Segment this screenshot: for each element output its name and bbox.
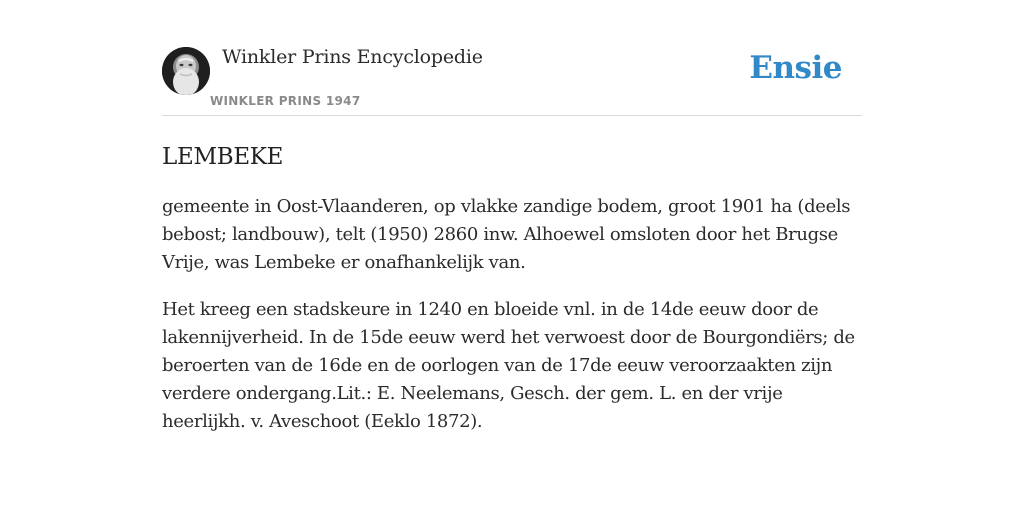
page [162, 0, 862, 436]
article-paragraph-1: gemeente in Oost-Vlaanderen, op vlakke zandige bodem, groot 1901 ha (deels bebost; landbouw), telt (1950) 2860 inw. Alhoewel omsloten door het Brugse Vrije, was Lembeke er onafhankelijk van. [162, 196, 851, 273]
article-title: LEMBEKE [162, 144, 284, 170]
header [162, 0, 862, 116]
ensie-logo[interactable]: Ensie [749, 50, 842, 86]
portrait-icon [162, 47, 210, 95]
article-paragraph-2: Het kreeg een stadskeure in 1240 en bloeide vnl. in de 14de eeuw door de lakennijverheid. In de 15de eeuw werd het verwoest door de Bourgondiërs; de beroerten van de 16de en de oorlogen van de 17de eeuw veroorzaakten zijn verdere ondergang.Lit.: E. Neelemans, Gesch. der gem. L. en der vrije heerlijkh. v. Aveschoot (Eeklo 1872). [162, 299, 855, 432]
avatar[interactable] [162, 47, 210, 95]
article [162, 142, 862, 436]
source-label[interactable]: WINKLER PRINS 1947 [210, 94, 361, 108]
site-title[interactable]: Winkler Prins Encyclopedie [222, 46, 483, 68]
